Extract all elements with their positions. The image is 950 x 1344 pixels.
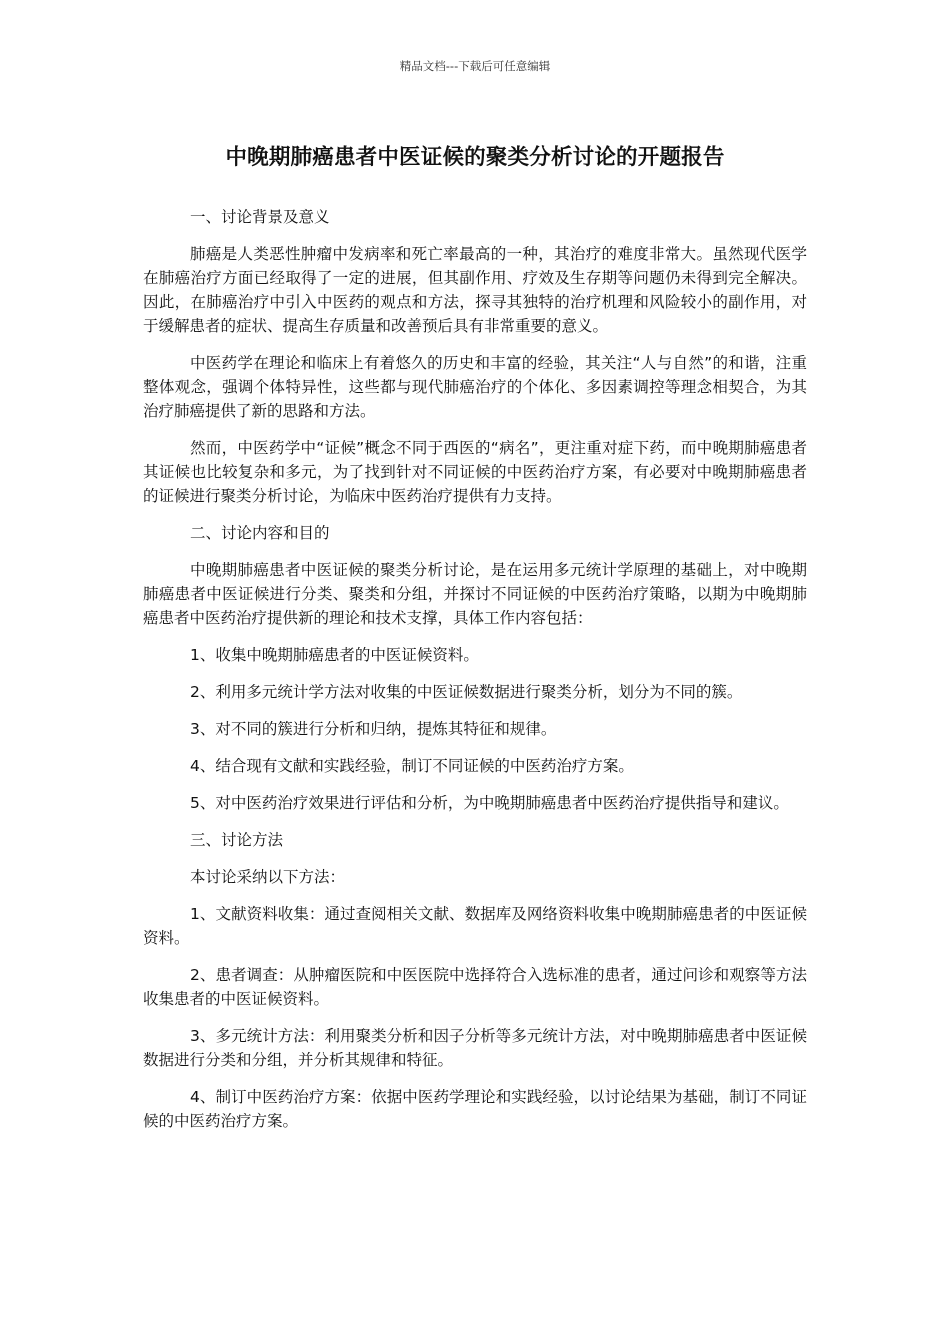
list-item: 2、利用多元统计学方法对收集的中医证候数据进行聚类分析，划分为不同的簇。 bbox=[190, 683, 743, 701]
header-note: 精品文档---下载后可任意编辑 bbox=[399, 59, 551, 73]
list-item: 1、文献资料收集：通过查阅相关文献、数据库及网络资料收集中晚期肺癌患者的中医证候资料。 bbox=[143, 905, 807, 947]
list-item: 4、制订中医药治疗方案：依据中医药学理论和实践经验，以讨论结果为基础，制订不同证候的中医药治疗方案。 bbox=[143, 1088, 807, 1130]
list-item: 3、对不同的簇进行分析和归纳，提炼其特征和规律。 bbox=[190, 720, 557, 738]
paragraph: 中医药学在理论和临床上有着悠久的历史和丰富的经验，其关注“人与自然”的和谐，注重整体观念，强调个体特异性，这些都与现代肺癌治疗的个体化、多因素调控等理念相契合，为其治疗肺癌提供了新的思路和方法。 bbox=[143, 354, 807, 420]
list-item: 3、多元统计方法：利用聚类分析和因子分析等多元统计方法，对中晚期肺癌患者中医证候数据进行分类和分组，并分析其规律和特征。 bbox=[143, 1027, 807, 1069]
document-title: 中晚期肺癌患者中医证候的聚类分析讨论的开题报告 bbox=[225, 145, 725, 170]
paragraph: 然而，中医药学中“证候”概念不同于西医的“病名”，更注重对症下药，而中晚期肺癌患者其证候也比较复杂和多元，为了找到针对不同证候的中医药治疗方案，有必要对中晚期肺癌患者的证候进行聚类分析讨论，为临床中医药治疗提供有力支持。 bbox=[143, 439, 807, 505]
section-heading: 一、讨论背景及意义 bbox=[190, 208, 330, 226]
section-heading: 二、讨论内容和目的 bbox=[190, 524, 330, 542]
document-body bbox=[143, 205, 807, 1146]
paragraph: 肺癌是人类恶性肿瘤中发病率和死亡率最高的一种，其治疗的难度非常大。虽然现代医学在肺癌治疗方面已经取得了一定的进展，但其副作用、疗效及生存期等问题仍未得到完全解决。因此，在肺癌治疗中引入中医药的观点和方法，探寻其独特的治疗机理和风险较小的副作用，对于缓解患者的症状、提高生存质量和改善预后具有非常重要的意义。 bbox=[143, 245, 807, 335]
paragraph: 中晚期肺癌患者中医证候的聚类分析讨论，是在运用多元统计学原理的基础上，对中晚期肺癌患者中医证候进行分类、聚类和分组，并探讨不同证候的中医药治疗策略，以期为中晚期肺癌患者中医药治疗提供新的理论和技术支撑，具体工作内容包括： bbox=[143, 561, 807, 627]
list-item: 5、对中医药治疗效果进行评估和分析，为中晚期肺癌患者中医药治疗提供指导和建议。 bbox=[190, 794, 789, 812]
list-item: 4、结合现有文献和实践经验，制订不同证候的中医药治疗方案。 bbox=[190, 757, 634, 775]
list-item: 2、患者调查：从肿瘤医院和中医医院中选择符合入选标准的患者，通过问诊和观察等方法收集患者的中医证候资料。 bbox=[143, 966, 807, 1008]
section-heading: 三、讨论方法 bbox=[190, 831, 284, 849]
list-item: 1、收集中晚期肺癌患者的中医证候资料。 bbox=[190, 646, 479, 664]
paragraph: 本讨论采纳以下方法： bbox=[190, 868, 346, 886]
